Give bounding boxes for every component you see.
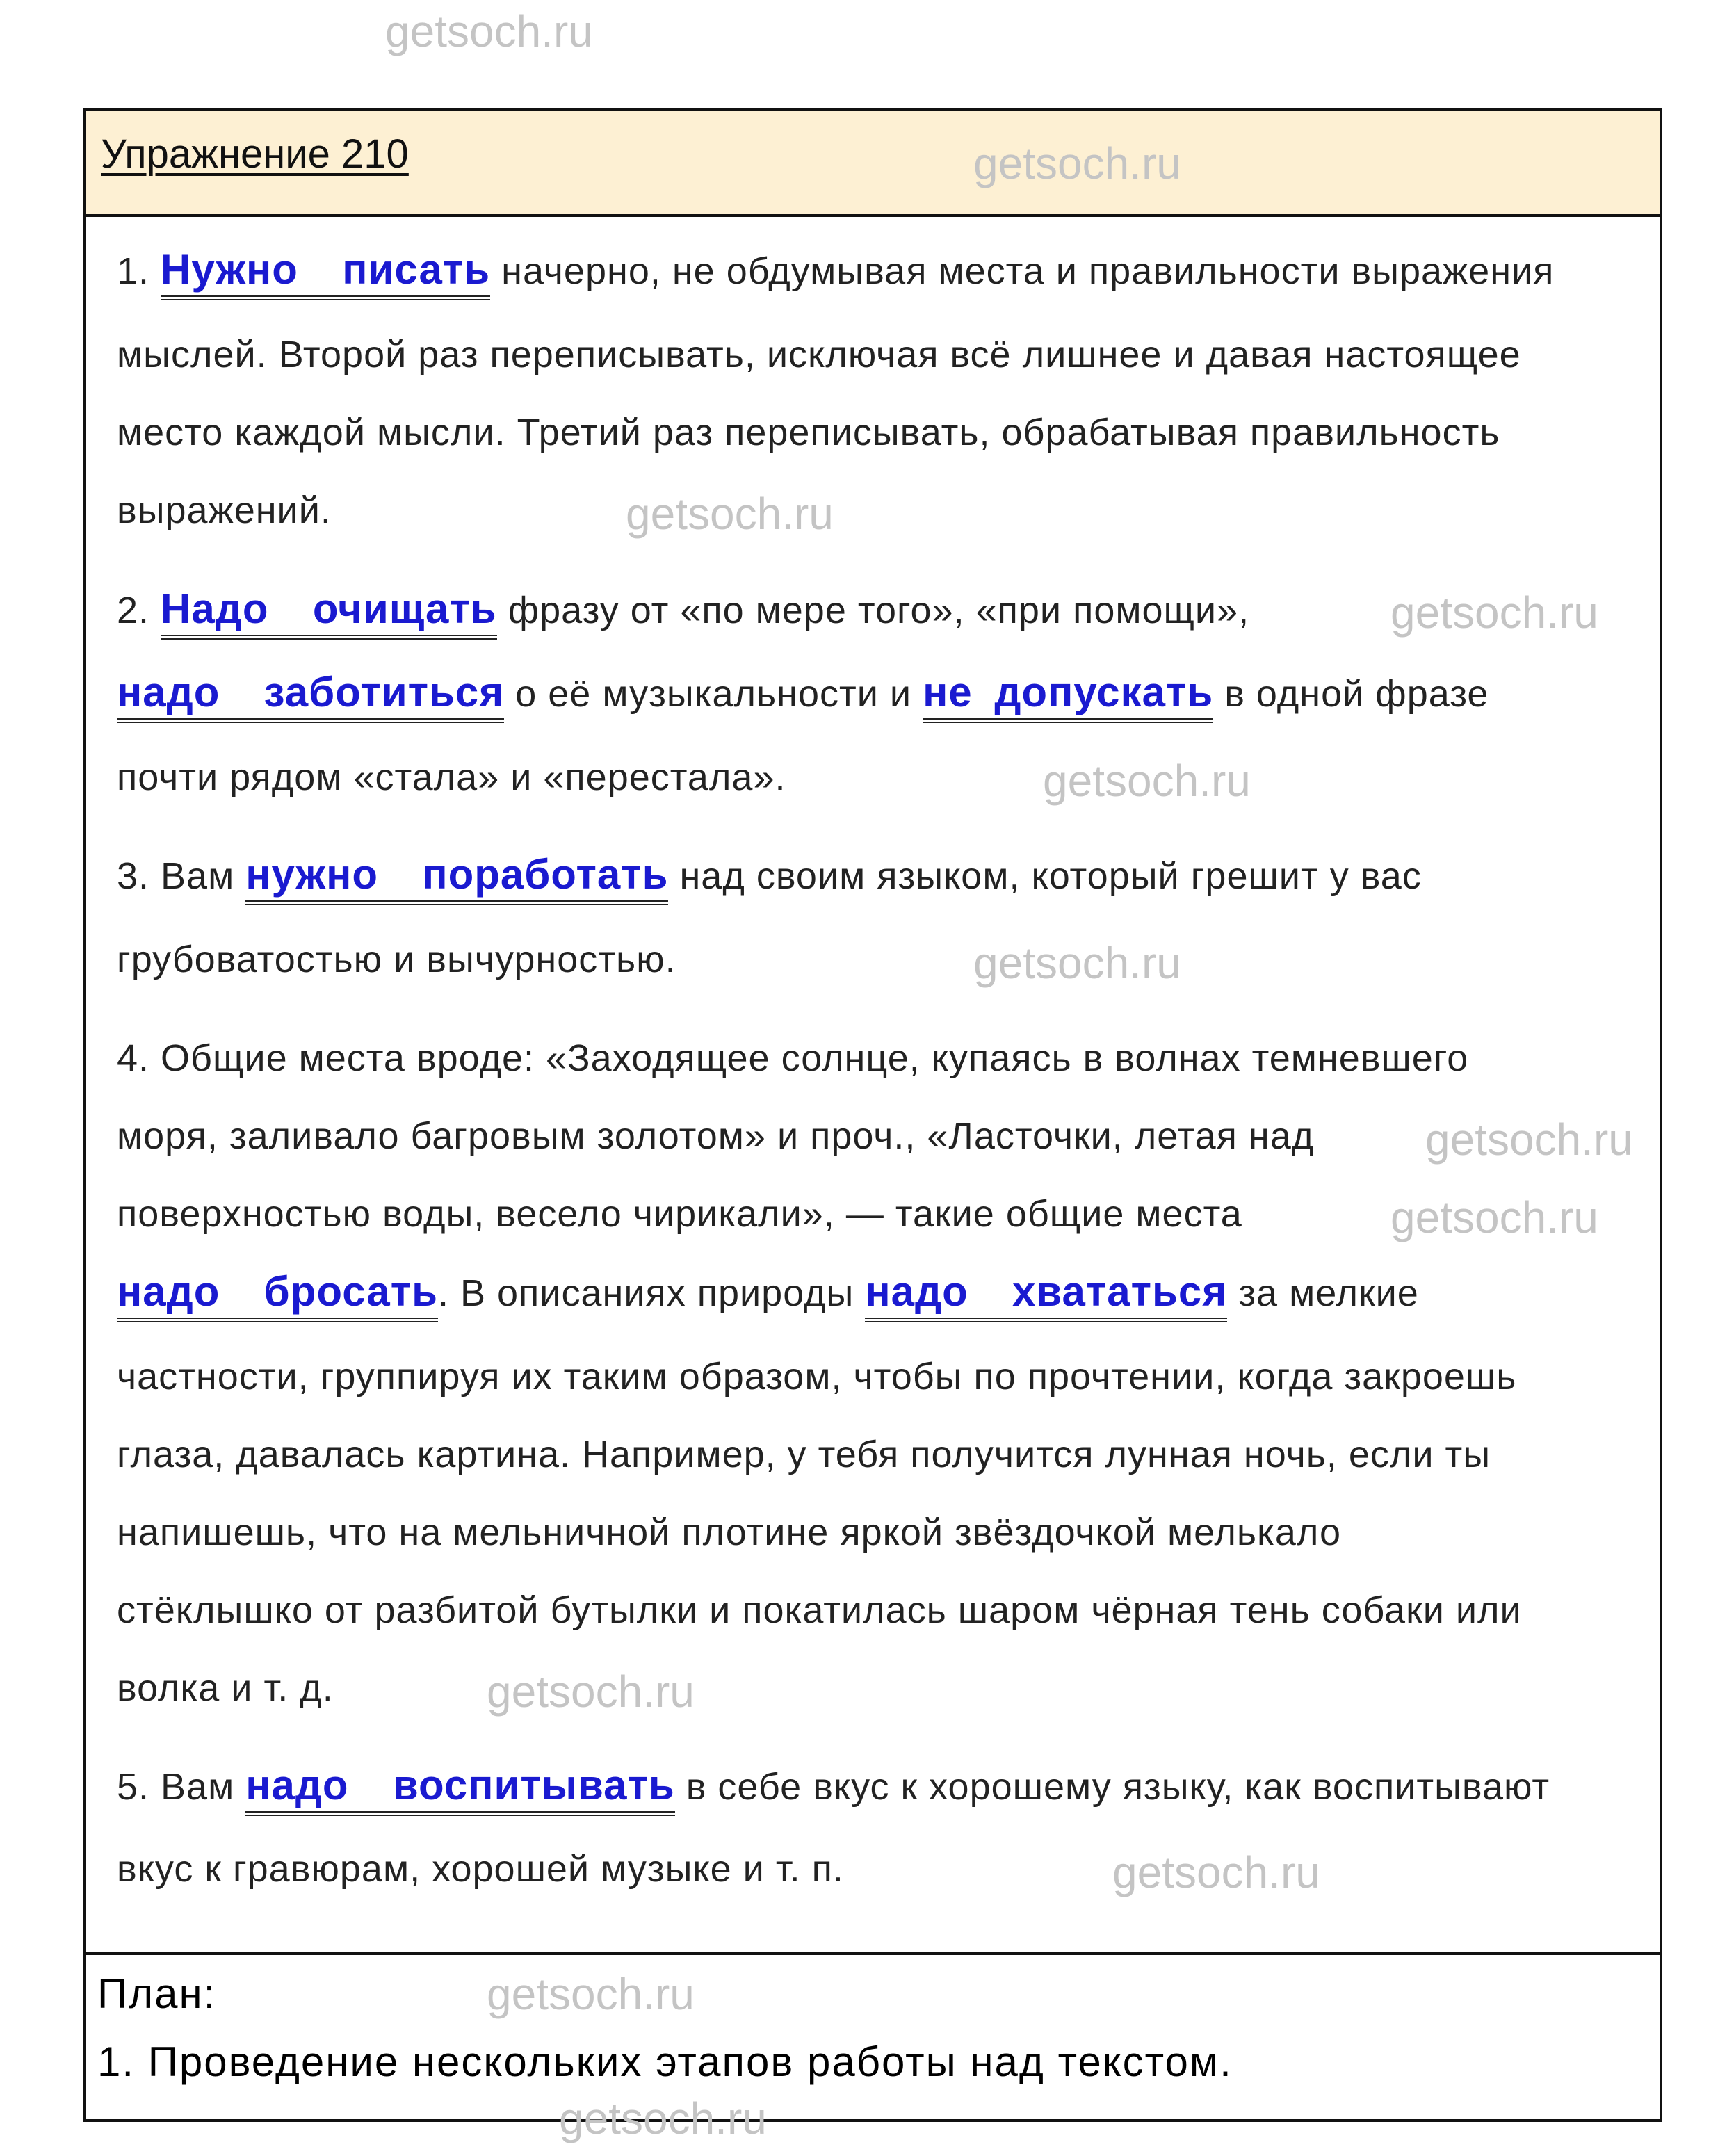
plan-item: 1. Проведение нескольких этапов работы над текстом. bbox=[97, 2039, 1233, 2085]
watermark: getsoch.ru bbox=[1425, 1115, 1633, 1165]
watermark: getsoch.ru bbox=[1390, 587, 1598, 638]
highlighted-predicate: Надо очищать bbox=[161, 585, 497, 640]
text-segment: поверхностью воды, весело чирикали», — такие общие места bbox=[117, 1193, 1242, 1235]
text-segment: волка и т. д. bbox=[117, 1667, 334, 1709]
highlighted-predicate: надо бросать bbox=[117, 1268, 438, 1322]
plan-label: План: bbox=[97, 1970, 217, 2017]
text-segment: частности, группируя их таким образом, чтобы по прочтении, когда закроешь bbox=[117, 1356, 1517, 1397]
text-line bbox=[117, 1505, 1341, 1560]
text-line bbox=[117, 327, 1521, 382]
exercise-title: Упражнение 210 bbox=[101, 131, 409, 177]
text-segment: место каждой мысли. Третий раз переписывать, обрабатывая правильность bbox=[117, 412, 1500, 453]
text-line bbox=[117, 405, 1500, 460]
text-line bbox=[117, 1108, 1314, 1164]
text-segment: вкус к гравюрам, хорошей музыке и т. п. bbox=[117, 1848, 844, 1890]
watermark: getsoch.ru bbox=[1390, 1192, 1598, 1242]
text-segment: в одной фразе bbox=[1213, 673, 1489, 715]
text-segment: 2. bbox=[117, 590, 161, 631]
text-line bbox=[117, 1349, 1516, 1404]
watermark: getsoch.ru bbox=[385, 6, 593, 56]
text-line bbox=[117, 1582, 1522, 1638]
text-segment: начерно, не обдумывая места и правильности выражения bbox=[490, 250, 1555, 292]
watermark: getsoch.ru bbox=[487, 1667, 695, 1717]
highlighted-predicate: Нужно писать bbox=[161, 246, 490, 300]
text-segment: 3. Вам bbox=[117, 855, 246, 897]
text-line bbox=[117, 1030, 1468, 1086]
text-segment: почти рядом «стала» и «перестала». bbox=[117, 756, 786, 798]
text-segment: над своим языком, который грешит у вас bbox=[668, 855, 1422, 897]
text-segment: за мелкие bbox=[1227, 1272, 1419, 1314]
highlighted-predicate: надо заботиться bbox=[117, 669, 504, 723]
watermark: getsoch.ru bbox=[559, 2093, 767, 2143]
text-line bbox=[117, 1264, 1419, 1320]
text-line bbox=[117, 483, 332, 538]
text-line bbox=[117, 1427, 1491, 1482]
text-line bbox=[117, 1186, 1242, 1242]
text-line bbox=[117, 1660, 334, 1716]
text-segment: о её музыкальности и bbox=[504, 673, 923, 715]
text-line bbox=[117, 847, 1422, 902]
text-segment: стёклышко от разбитой бутылки и покатилась шаром чёрная тень собаки или bbox=[117, 1589, 1522, 1631]
text-segment: напишешь, что на мельничной плотине яркой звёздочкой мелькало bbox=[117, 1511, 1341, 1553]
watermark: getsoch.ru bbox=[487, 1969, 695, 2019]
watermark: getsoch.ru bbox=[973, 138, 1181, 188]
text-line bbox=[117, 1841, 844, 1897]
text-segment: 4. Общие места вроде: «Заходящее солнце, купаясь в волнах темневшего bbox=[117, 1037, 1469, 1079]
highlighted-predicate: нужно поработать bbox=[245, 851, 668, 905]
text-segment: . В описаниях природы bbox=[438, 1272, 866, 1314]
text-segment: 1. bbox=[117, 250, 161, 292]
exercise-header bbox=[86, 111, 1660, 217]
watermark: getsoch.ru bbox=[973, 938, 1181, 988]
text-line bbox=[117, 932, 676, 987]
watermark: getsoch.ru bbox=[1112, 1847, 1320, 1897]
text-segment: 5. Вам bbox=[117, 1766, 246, 1808]
text-line bbox=[117, 749, 786, 805]
watermark: getsoch.ru bbox=[1043, 756, 1251, 806]
text-line bbox=[117, 1758, 1550, 1813]
watermark: getsoch.ru bbox=[626, 489, 834, 539]
text-segment: грубоватостью и вычурностью. bbox=[117, 939, 676, 980]
highlighted-predicate: не допускать bbox=[923, 669, 1213, 723]
text-line bbox=[117, 242, 1554, 298]
text-line bbox=[117, 665, 1489, 720]
highlighted-predicate: надо хвататься bbox=[865, 1268, 1227, 1322]
text-segment: моря, заливало багровым золотом» и проч., «Ласточки, летая над bbox=[117, 1115, 1315, 1157]
highlighted-predicate: надо воспитывать bbox=[245, 1762, 675, 1816]
text-segment: глаза, давалась картина. Например, у тебя получится лунная ночь, если ты bbox=[117, 1434, 1491, 1475]
plan-section bbox=[86, 1952, 1660, 1955]
text-line bbox=[117, 581, 1249, 637]
text-segment: мыслей. Второй раз переписывать, исключая всё лишнее и давая настоящее bbox=[117, 334, 1521, 375]
text-segment: выражений. bbox=[117, 489, 332, 531]
text-segment: в себе вкус к хорошему языку, как воспитывают bbox=[674, 1766, 1550, 1808]
text-segment: фразу от «по мере того», «при помощи», bbox=[496, 590, 1250, 631]
